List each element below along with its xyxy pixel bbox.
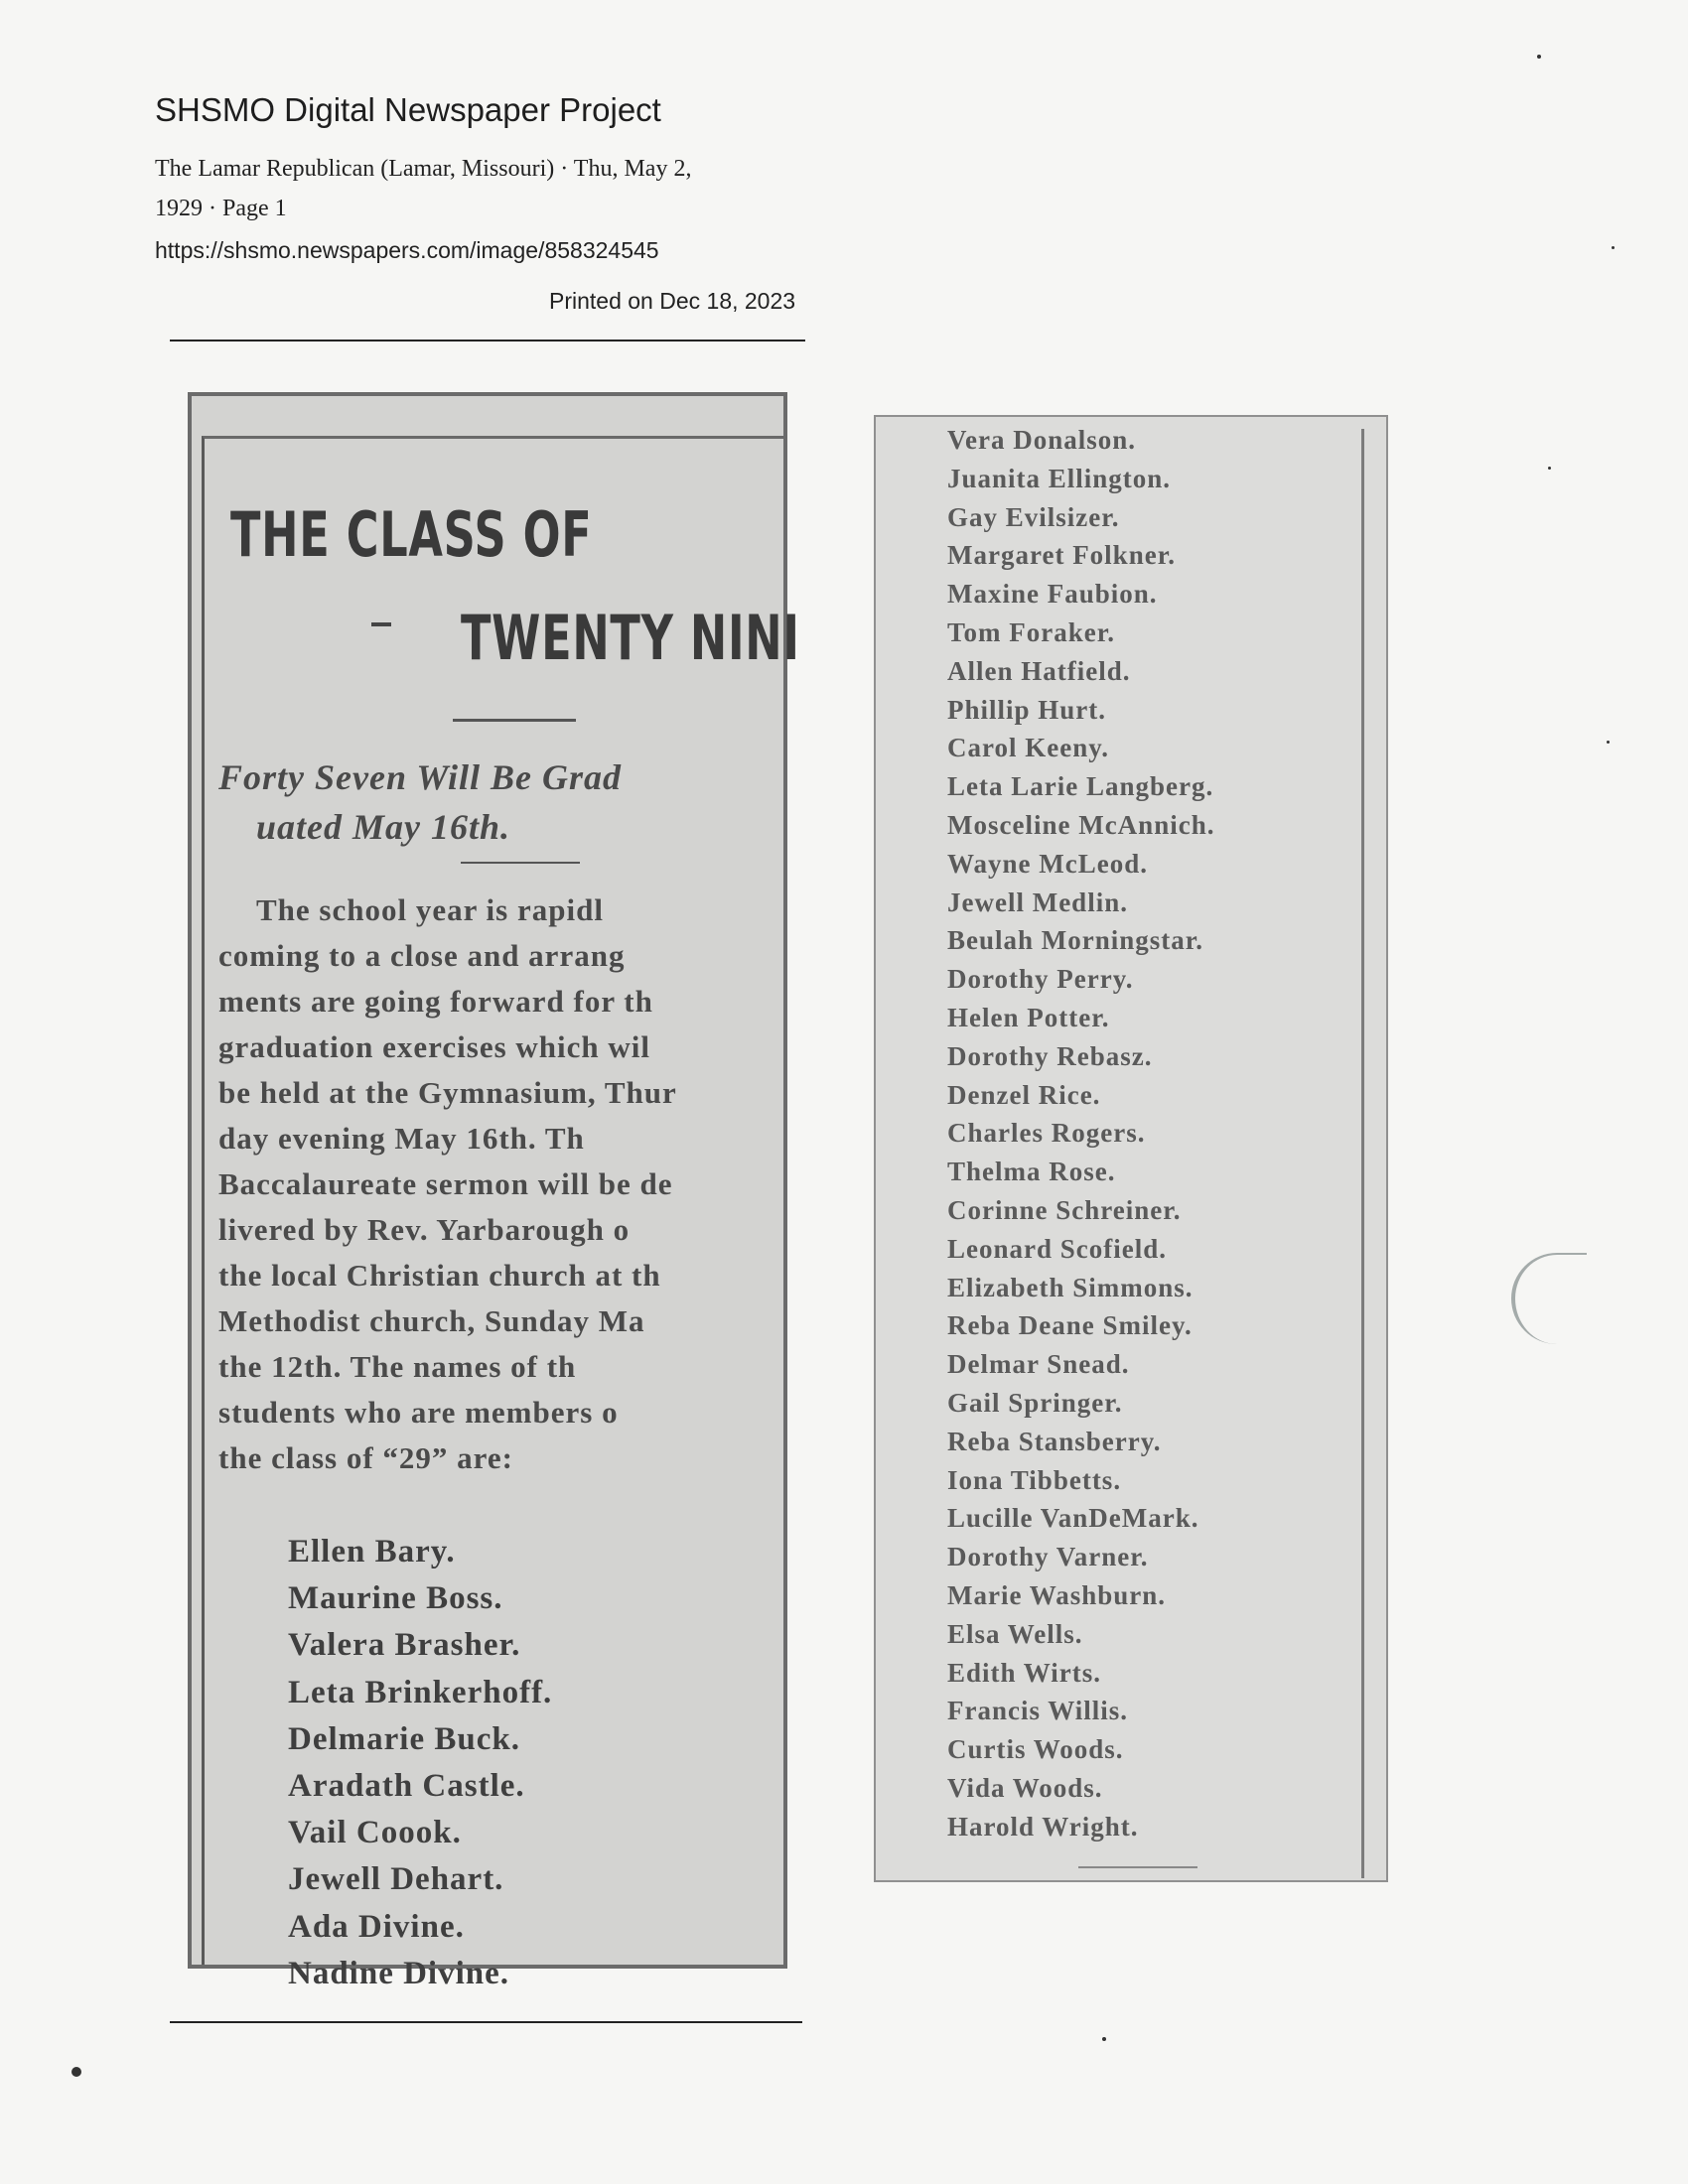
list-item: Elizabeth Simmons. — [947, 1272, 1194, 1302]
list-item: Reba Deane Smiley. — [947, 1310, 1193, 1341]
body-line: the local Christian church at th — [218, 1258, 661, 1293]
list-item: Gay Evilsizer. — [947, 501, 1120, 532]
clipping-right — [874, 415, 1388, 1882]
scan-speck — [71, 2067, 81, 2077]
source-url: https://shsmo.newspapers.com/image/858324545 — [155, 237, 659, 263]
list-item: Edith Wirts. — [947, 1657, 1102, 1688]
list-item: Delmar Snead. — [947, 1349, 1130, 1380]
list-item: Allen Hatfield. — [947, 655, 1131, 686]
names-list-1 — [288, 1529, 552, 1997]
bottom-rule — [170, 2021, 802, 2023]
body-line: day evening May 16th. Th — [218, 1121, 585, 1156]
body-line: Baccalaureate sermon will be de — [218, 1166, 673, 1201]
names-list-2 — [947, 421, 1214, 1845]
top-rule — [170, 340, 805, 341]
list-item: Curtis Woods. — [947, 1734, 1124, 1765]
body-line: the 12th. The names of th — [218, 1349, 577, 1384]
list-item: Vida Woods. — [947, 1772, 1103, 1803]
scan-speck — [1548, 467, 1551, 470]
list-item: Maxine Faubion. — [947, 579, 1158, 610]
list-item: Juanita Ellington. — [947, 463, 1172, 493]
list-item: Vail Coook. — [288, 1815, 462, 1851]
list-item: Charles Rogers. — [947, 1118, 1146, 1149]
project-title: SHSMO Digital Newspaper Project — [155, 91, 661, 128]
printed-date: Printed on Dec 18, 2023 — [549, 288, 796, 314]
source-line-1: The Lamar Republican (Lamar, Missouri) · Thu, May 2, — [155, 156, 692, 182]
list-item: Jewell Dehart. — [288, 1861, 504, 1898]
list-item: Dorothy Varner. — [947, 1542, 1149, 1572]
list-item: Elsa Wells. — [947, 1618, 1083, 1649]
list-item: Ada Divine. — [288, 1908, 465, 1945]
list-item: Denzel Rice. — [947, 1079, 1101, 1110]
clipping-left-frame — [202, 436, 800, 1991]
list-item: Beulah Morningstar. — [947, 925, 1204, 956]
list-item: Vera Donalson. — [947, 425, 1137, 455]
list-item: Leta Larie Langberg. — [947, 771, 1214, 802]
list-item: Thelma Rose. — [947, 1157, 1116, 1187]
closing-rule — [1078, 1866, 1197, 1868]
body-line: be held at the Gymnasium, Thur — [218, 1075, 677, 1110]
subhead-line-1: Forty Seven Will Be Grad — [218, 757, 623, 797]
list-item: Harold Wright. — [947, 1811, 1139, 1842]
scan-speck — [1537, 55, 1541, 59]
list-item: Mosceline McAnnich. — [947, 809, 1215, 840]
list-item: Margaret Folkner. — [947, 540, 1176, 571]
divider-rule — [461, 862, 580, 864]
list-item: Leonard Scofield. — [947, 1233, 1168, 1264]
divider-rule — [453, 719, 576, 722]
article-body — [218, 887, 854, 1481]
list-item: Dorothy Rebasz. — [947, 1040, 1153, 1071]
body-line: ments are going forward for th — [218, 984, 653, 1019]
body-line: the class of “29” are: — [218, 1440, 513, 1475]
source-line-2: 1929 · Page 1 — [155, 196, 287, 221]
subhead-line-2: uated May 16th. — [256, 807, 511, 847]
list-item: Ellen Bary. — [288, 1534, 456, 1570]
list-item: Francis Willis. — [947, 1696, 1129, 1726]
list-item: Iona Tibbetts. — [947, 1464, 1122, 1495]
headline-line-2: TWENTY NINI — [461, 602, 800, 674]
body-line: The school year is rapidl — [256, 892, 604, 927]
list-item: Maurine Boss. — [288, 1580, 503, 1617]
list-item: Carol Keeny. — [947, 733, 1109, 763]
list-item: Gail Springer. — [947, 1387, 1123, 1418]
list-item: Marie Washburn. — [947, 1579, 1167, 1610]
clipping-right-edge — [1361, 429, 1364, 1878]
list-item: Tom Foraker. — [947, 616, 1116, 647]
scan-speck — [1612, 246, 1615, 249]
list-item: Lucille VanDeMark. — [947, 1503, 1199, 1534]
scan-speck — [1607, 741, 1610, 744]
body-line: students who are members o — [218, 1395, 619, 1430]
list-item: Aradath Castle. — [288, 1768, 525, 1805]
body-line: graduation exercises which wil — [218, 1029, 650, 1064]
list-item: Jewell Medlin. — [947, 887, 1128, 917]
clipping-left — [188, 392, 800, 1991]
headline-dash — [371, 622, 391, 626]
headline-line-1: THE CLASS OF — [230, 498, 593, 571]
list-item: Corinne Schreiner. — [947, 1194, 1182, 1225]
list-item: Reba Stansberry. — [947, 1426, 1162, 1456]
scan-mark — [1511, 1253, 1587, 1344]
scan-speck — [1102, 2037, 1106, 2041]
list-item: Wayne McLeod. — [947, 848, 1148, 879]
list-item: Nadine Divine. — [288, 1955, 510, 1991]
body-line: coming to a close and arrang — [218, 938, 626, 973]
list-item: Phillip Hurt. — [947, 694, 1107, 725]
body-line: Methodist church, Sunday Ma — [218, 1303, 645, 1338]
list-item: Valera Brasher. — [288, 1627, 521, 1664]
list-item: Dorothy Perry. — [947, 964, 1134, 995]
list-item: Delmarie Buck. — [288, 1720, 520, 1757]
list-item: Helen Potter. — [947, 1002, 1110, 1032]
body-line: livered by Rev. Yarbarough o — [218, 1212, 631, 1247]
list-item: Leta Brinkerhoff. — [288, 1674, 553, 1710]
